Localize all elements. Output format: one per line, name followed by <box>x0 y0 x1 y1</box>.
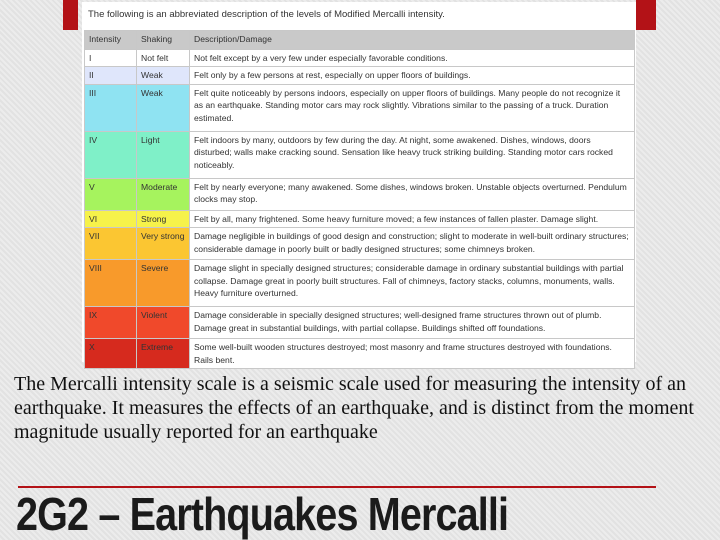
cell-shaking: Moderate <box>137 178 190 210</box>
table-header-row <box>85 31 635 50</box>
header-shaking: Shaking <box>137 31 190 50</box>
cell-description: Felt by all, many frightened. Some heavy furniture moved; a few instances of fallen plaster. Damage slight. <box>190 210 635 227</box>
accent-band-right <box>636 0 656 30</box>
cell-intensity: VI <box>85 210 137 227</box>
cell-description: Felt quite noticeably by persons indoors, especially on upper floors of buildings. Many people do not recognize it as an earthquake. Standing motor cars may rock slightly. Vibrations similar to the passing of a truck. Duration estimated. <box>190 84 635 131</box>
cell-intensity: IV <box>85 131 137 178</box>
cell-description: Damage negligible in buildings of good design and construction; slight to moderate in well-built ordinary structures; considerable damage in poorly built or badly designed structures; some chimneys broken. <box>190 228 635 260</box>
cell-shaking: Weak <box>137 67 190 84</box>
cell-intensity: I <box>85 50 137 67</box>
table-body <box>85 50 635 369</box>
cell-shaking: Very strong <box>137 228 190 260</box>
table-row <box>85 84 635 131</box>
cell-description: Felt only by a few persons at rest, especially on upper floors of buildings. <box>190 67 635 84</box>
cell-description: Some well-built wooden structures destroyed; most masonry and frame structures destroyed with foundations. Rails bent. <box>190 339 635 369</box>
table-row <box>85 260 635 307</box>
cell-intensity: II <box>85 67 137 84</box>
cell-intensity: VIII <box>85 260 137 307</box>
cell-intensity: IX <box>85 307 137 339</box>
body-text: The Mercalli intensity scale is a seismic scale used for measuring the intensity of an earthquake. It measures the effects of an earthquake, and is distinct from the moment magnitude usually reported for an earthquake <box>14 373 694 443</box>
cell-shaking: Extreme <box>137 339 190 369</box>
header-intensity: Intensity <box>85 31 137 50</box>
header-description: Description/Damage <box>190 31 635 50</box>
slide-title: 2G2 – Earthquakes Mercalli <box>16 488 509 540</box>
cell-intensity: III <box>85 84 137 131</box>
table-row <box>85 131 635 178</box>
table-caption: The following is an abbreviated description of the levels of Modified Mercalli intensity. <box>88 9 445 20</box>
table-row <box>85 178 635 210</box>
cell-description: Damage slight in specially designed structures; considerable damage in ordinary substantial buildings with partial collapse. Damage great in poorly built structures. Fall of chimneys, factory stacks, columns, monuments, walls. Heavy furniture overturned. <box>190 260 635 307</box>
cell-shaking: Light <box>137 131 190 178</box>
table-row <box>85 228 635 260</box>
mercalli-table <box>84 30 635 369</box>
cell-shaking: Weak <box>137 84 190 131</box>
mercalli-table-image <box>82 2 636 365</box>
cell-shaking: Violent <box>137 307 190 339</box>
cell-description: Damage considerable in specially designed structures; well-designed frame structures thrown out of plumb. Damage great in substantial buildings, with partial collapse. Buildings shifted off foundations. <box>190 307 635 339</box>
table-row <box>85 339 635 369</box>
table-row <box>85 50 635 67</box>
cell-intensity: VII <box>85 228 137 260</box>
cell-intensity: V <box>85 178 137 210</box>
accent-band-left <box>63 0 78 30</box>
cell-description: Not felt except by a very few under especially favorable conditions. <box>190 50 635 67</box>
cell-shaking: Strong <box>137 210 190 227</box>
cell-shaking: Not felt <box>137 50 190 67</box>
cell-intensity: X <box>85 339 137 369</box>
cell-description: Felt by nearly everyone; many awakened. Some dishes, windows broken. Unstable objects overturned. Pendulum clocks may stop. <box>190 178 635 210</box>
cell-description: Felt indoors by many, outdoors by few during the day. At night, some awakened. Dishes, windows, doors disturbed; walls make cracking sound. Sensation like heavy truck striking building. Standing motor cars rocked noticeably. <box>190 131 635 178</box>
cell-shaking: Severe <box>137 260 190 307</box>
table-row <box>85 210 635 227</box>
table-row <box>85 307 635 339</box>
table-row <box>85 67 635 84</box>
